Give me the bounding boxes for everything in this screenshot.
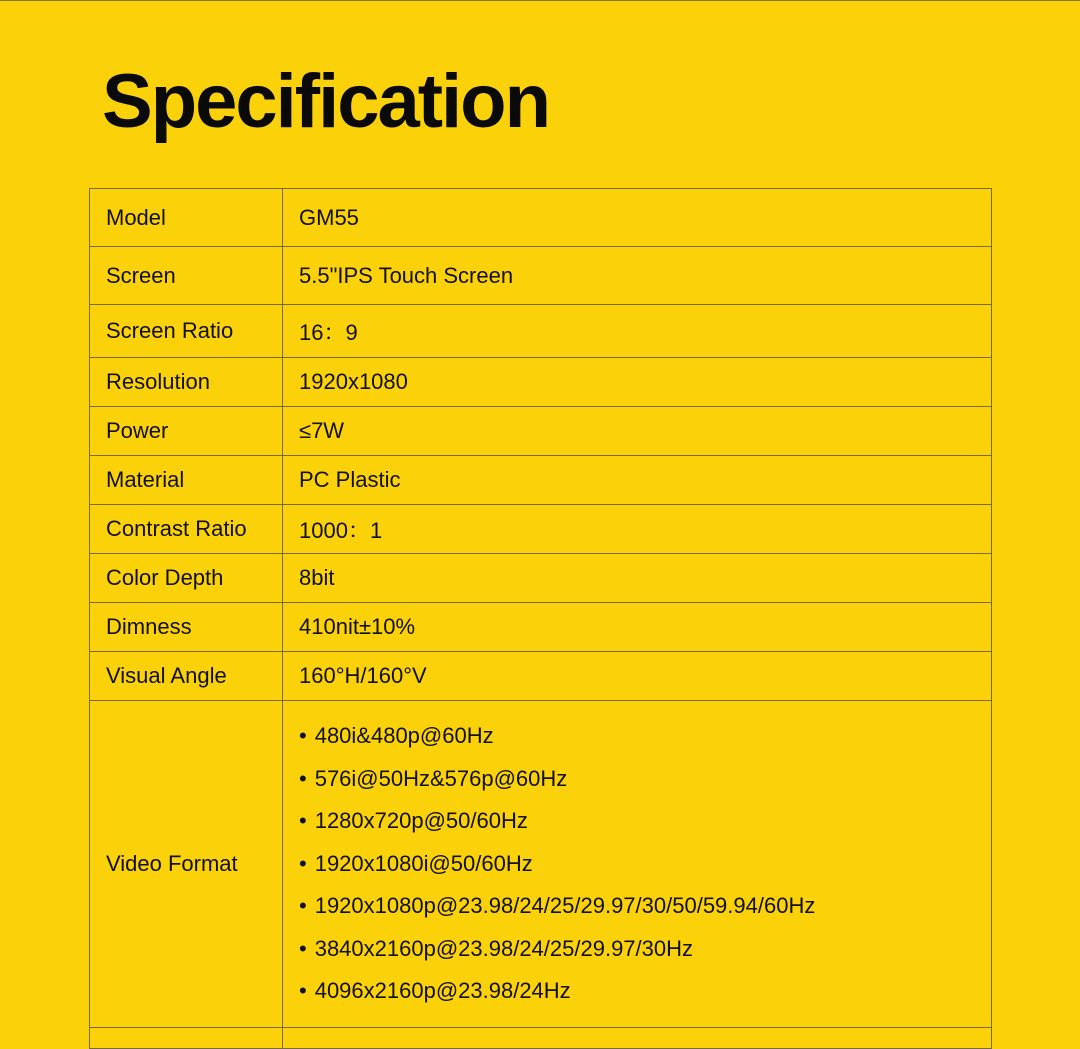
spec-label: Dimness (90, 603, 283, 652)
spec-table (89, 188, 992, 1049)
spec-row-resolution (90, 358, 992, 407)
spec-label: Model (90, 189, 283, 247)
spec-value: 160°H/160°V (283, 652, 992, 701)
spec-value: 1920x1080 (283, 358, 992, 407)
video-format-item: • 480i&480p@60Hz (299, 715, 975, 758)
spec-label: Color Depth (90, 554, 283, 603)
spec-label: Material (90, 456, 283, 505)
video-format-list (299, 715, 975, 1013)
spec-label: Screen Ratio (90, 305, 283, 358)
spec-label: Video Format (90, 701, 283, 1028)
spec-value-empty (283, 1028, 992, 1049)
spec-label: Resolution (90, 358, 283, 407)
spec-value: 8bit (283, 554, 992, 603)
video-format-item: • 3840x2160p@23.98/24/25/29.97/30Hz (299, 928, 975, 971)
spec-row-visual-angle (90, 652, 992, 701)
spec-row-color-depth (90, 554, 992, 603)
video-format-item: • 576i@50Hz&576p@60Hz (299, 758, 975, 801)
top-divider (0, 0, 1080, 1)
spec-label-empty (90, 1028, 283, 1049)
spec-row-video-format (90, 701, 992, 1028)
spec-label: Visual Angle (90, 652, 283, 701)
spec-row-continued (90, 1028, 992, 1049)
spec-row-screen-ratio (90, 305, 992, 358)
spec-value: 410nit±10% (283, 603, 992, 652)
spec-row-dimness (90, 603, 992, 652)
video-format-item: • 4096x2160p@23.98/24Hz (299, 970, 975, 1013)
spec-row-power (90, 407, 992, 456)
video-format-item: • 1280x720p@50/60Hz (299, 800, 975, 843)
page-title: Specification (102, 59, 549, 144)
video-format-item: • 1920x1080i@50/60Hz (299, 843, 975, 886)
spec-value: 1000：1 (283, 505, 992, 554)
spec-value: 5.5"IPS Touch Screen (283, 247, 992, 305)
spec-row-screen (90, 247, 992, 305)
spec-row-material (90, 456, 992, 505)
spec-value: GM55 (283, 189, 992, 247)
spec-value: 16：9 (283, 305, 992, 358)
spec-row-contrast-ratio (90, 505, 992, 554)
spec-row-model (90, 189, 992, 247)
spec-label: Power (90, 407, 283, 456)
video-format-item: • 1920x1080p@23.98/24/25/29.97/30/50/59.94/60Hz (299, 885, 975, 928)
spec-value: PC Plastic (283, 456, 992, 505)
spec-value: ≤7W (283, 407, 992, 456)
spec-value (283, 701, 992, 1028)
spec-label: Screen (90, 247, 283, 305)
spec-label: Contrast Ratio (90, 505, 283, 554)
